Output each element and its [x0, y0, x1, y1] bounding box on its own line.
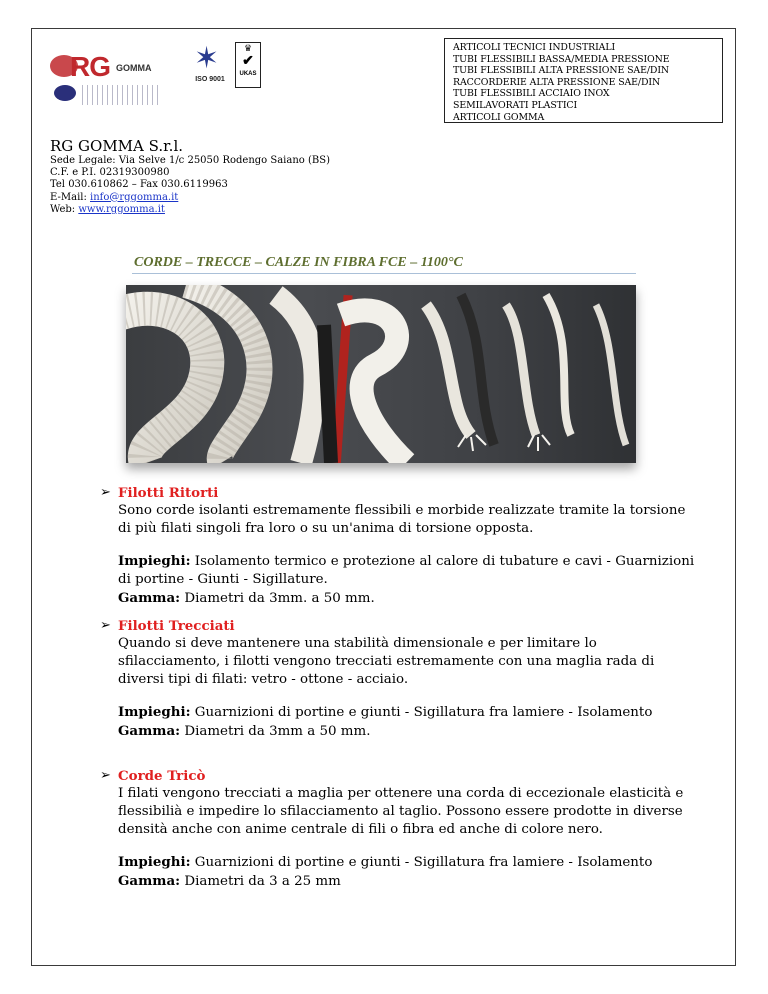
section-uses: [118, 703, 698, 722]
uses-label: Impieghi:: [118, 854, 191, 870]
section-uses: [118, 552, 698, 589]
product-photo: [126, 285, 636, 463]
range-text: Diametri da 3mm. a 50 mm.: [180, 591, 375, 606]
arrow-bullet-icon: ➢: [100, 618, 111, 633]
company-vat: C.F. e P.I. 02319300980: [50, 167, 170, 179]
web-label: Web:: [50, 203, 79, 215]
title-underline: [132, 273, 636, 274]
uses-text: Guarnizioni di portine e giunti - Sigillatura fra lamiere - Isolamento: [190, 855, 653, 870]
logo-brand: RG: [70, 51, 110, 82]
section-range: [118, 872, 698, 891]
email-label: E-Mail:: [50, 191, 91, 203]
product-category: RACCORDERIE ALTA PRESSIONE SAE/DIN: [453, 76, 661, 88]
product-category: ARTICOLI TECNICI INDUSTRIALI: [453, 42, 616, 53]
section-heading: Filotti Trecciati: [118, 618, 235, 634]
arrow-bullet-icon: ➢: [100, 485, 111, 500]
company-web-line: [50, 204, 330, 216]
product-category: TUBI FLESSIBILI ACCIAIO INOX: [453, 88, 610, 100]
iso-label: ISO 9001: [195, 76, 225, 83]
section-range: [118, 589, 698, 608]
ukas-certification-logo: [235, 42, 261, 88]
iso-certification-logo: [190, 42, 230, 88]
section-description: Quando si deve mantenere una stabilità dimensionale e per limitare lo sfilacciamento, i filotti vengono trecciati estremamente con una maglia rada di diversi tipi di filati: vetro - ottone - acciaio.: [118, 636, 655, 687]
logo-suffix: GOMMA: [116, 63, 152, 73]
section-heading: Filotti Ritorti: [118, 485, 219, 501]
email-link[interactable]: info@rggomma.it: [90, 191, 179, 203]
document-title: CORDE – TRECCE – CALZE IN FIBRA FCE – 1100°C: [134, 255, 463, 270]
uses-text: Guarnizioni di portine e giunti - Sigillatura fra lamiere - Isolamento: [190, 705, 653, 720]
logo-blue-oval: [54, 85, 76, 101]
uses-label: Impieghi:: [118, 553, 191, 569]
checkmark-icon: ✔: [242, 53, 254, 69]
company-info: [50, 137, 330, 216]
product-category: TUBI FLESSIBILI ALTA PRESSIONE SAE/DIN: [453, 65, 670, 77]
range-text: Diametri da 3 a 25 mm: [180, 874, 341, 889]
section-description: Sono corde isolanti estremamente flessibili e morbide realizzate tramite la torsione di più filati singoli fra loro o su un'anima di torsione opposta.: [118, 503, 686, 536]
section-description: I filati vengono trecciati a maglia per ottenere una corda di eccezionale elasticità e flessibilià e impedire lo sfilacciamento al taglio. Possono essere prodotte in diverse densità anche con anime centrale di fili o fibra ed anche di colore nero.: [118, 786, 684, 837]
company-name: RG GOMMA S.r.l.: [50, 137, 184, 155]
star-icon: ✶: [194, 41, 220, 76]
section-heading: Corde Tricò: [118, 768, 206, 784]
company-logo: [42, 41, 160, 111]
range-text: Diametri da 3mm a 50 mm.: [180, 724, 371, 739]
uses-text: Isolamento termico e protezione al calore di tubature e cavi - Guarnizioni di portine - Giunti - Sigillature.: [118, 554, 695, 587]
web-link[interactable]: www.rggomma.it: [78, 203, 165, 215]
arrow-bullet-icon: ➢: [100, 768, 111, 783]
crown-icon: ♛: [243, 44, 253, 54]
product-category: TUBI FLESSIBILI BASSA/MEDIA PRESSIONE: [453, 53, 670, 65]
range-label: Gamma:: [118, 873, 181, 889]
range-label: Gamma:: [118, 590, 181, 606]
product-category: ARTICOLI GOMMA: [453, 111, 545, 123]
company-email-line: [50, 192, 330, 204]
company-phone: Tel 030.610862 – Fax 030.6119963: [50, 179, 228, 191]
ropes-illustration: [126, 285, 636, 463]
section-range: [118, 722, 698, 741]
uses-label: Impieghi:: [118, 704, 191, 720]
product-category: SEMILAVORATI PLASTICI: [453, 99, 578, 111]
product-categories-box: [444, 38, 723, 123]
range-label: Gamma:: [118, 723, 181, 739]
ukas-label: UKAS: [239, 71, 257, 77]
company-address: Sede Legale: Via Selve 1/c 25050 Rodengo Saiano (BS): [50, 155, 330, 166]
section-uses: [118, 853, 698, 872]
logo-lines: [82, 85, 158, 105]
